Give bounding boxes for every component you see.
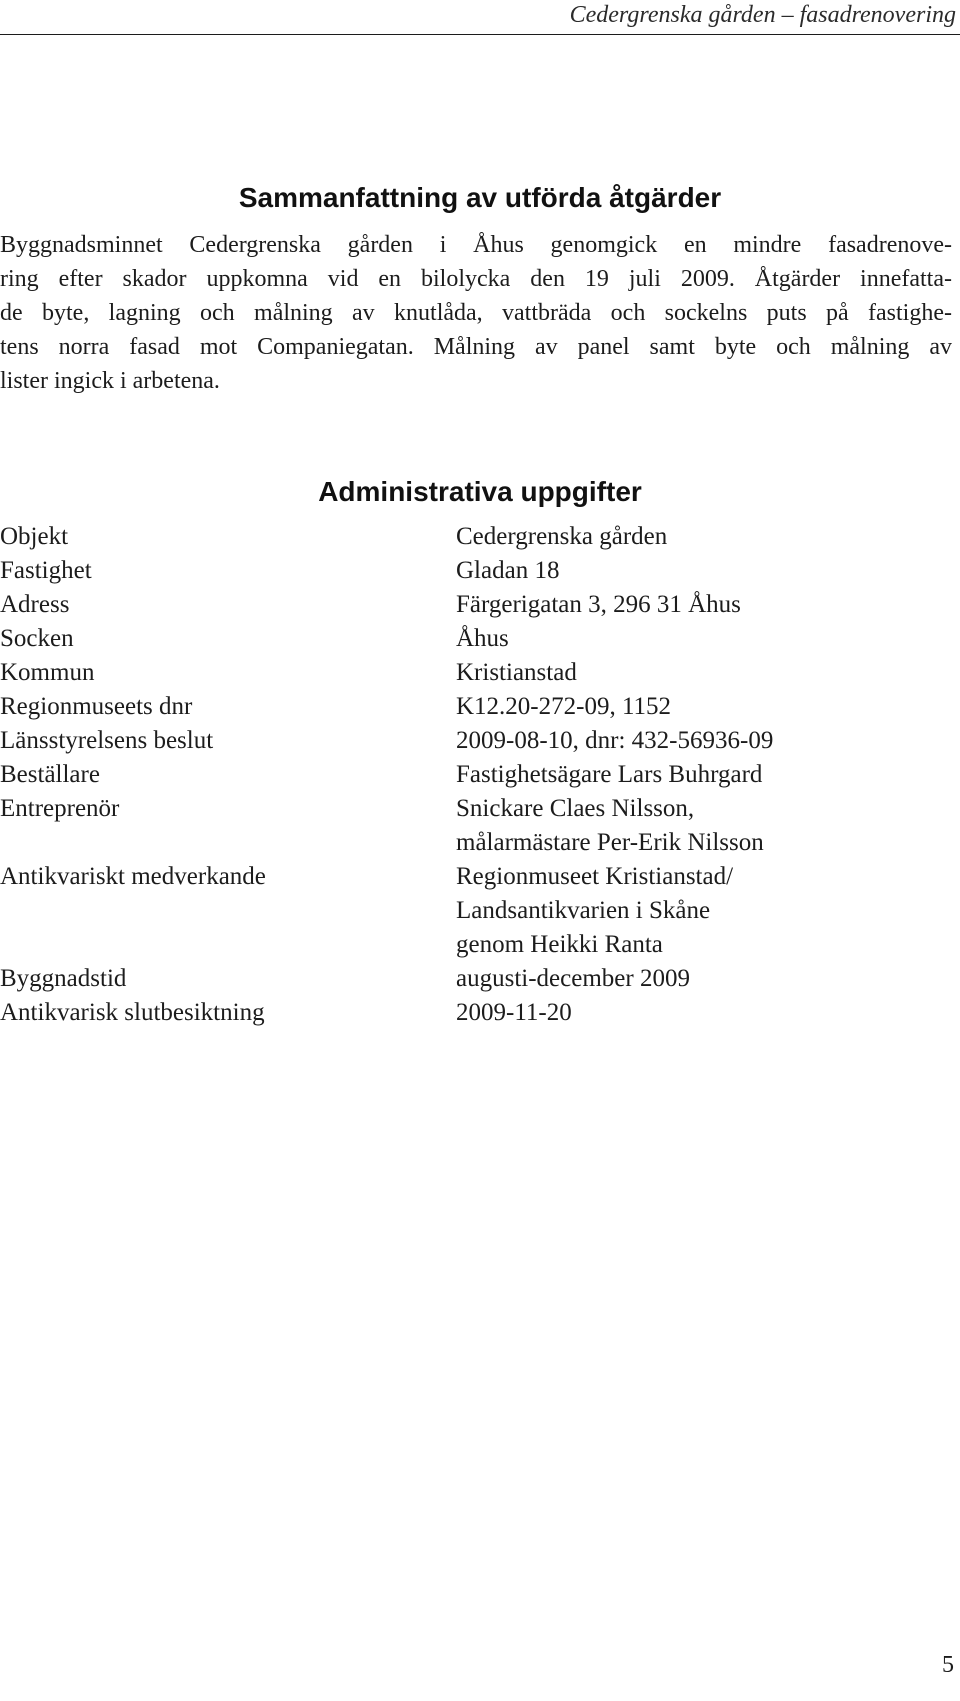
- admin-value-line: K12.20-272-09, 1152: [456, 693, 672, 720]
- admin-row-adress: [0, 588, 960, 622]
- admin-value-line: augusti-december 2009: [456, 965, 690, 992]
- admin-value: [456, 622, 960, 656]
- page-number: 5: [942, 1652, 954, 1678]
- admin-value: [456, 656, 960, 690]
- admin-label: Adress: [0, 591, 70, 618]
- admin-row-entreprenor: [0, 792, 960, 860]
- admin-value: [456, 588, 960, 622]
- admin-label: Antikvarisk slutbesiktning: [0, 999, 265, 1026]
- summary-line: Byggnadsminnet Cedergrenska gården i Åhus genomgick en mindre fasadrenove-: [0, 232, 952, 258]
- admin-list: [0, 520, 960, 1030]
- admin-label: Regionmuseets dnr: [0, 693, 193, 720]
- admin-value-line: Gladan 18: [456, 557, 560, 584]
- admin-value-line: Landsantikvarien i Skåne: [456, 897, 711, 924]
- admin-value-line: Cedergrenska gården: [456, 523, 668, 550]
- admin-value: [456, 520, 960, 554]
- summary-paragraph: [0, 228, 952, 398]
- summary-title: Sammanfattning av utförda åtgärder: [238, 182, 722, 213]
- summary-line: tens norra fasad mot Companiegatan. Målning av panel samt byte och målning av: [0, 334, 952, 360]
- admin-value-line: Regionmuseet Kristianstad/: [456, 863, 734, 890]
- admin-value: [456, 724, 960, 758]
- admin-title: Administrativa uppgifter: [318, 476, 642, 507]
- running-header: Cedergrenska gården – fasadrenovering: [569, 2, 956, 28]
- admin-label: Länsstyrelsens beslut: [0, 727, 214, 754]
- admin-value: [456, 792, 960, 860]
- admin-value-line: 2009-11-20: [456, 999, 572, 1026]
- admin-value: [456, 690, 960, 724]
- admin-label: Kommun: [0, 659, 95, 686]
- admin-value-line: Kristianstad: [456, 659, 577, 686]
- admin-label: Socken: [0, 625, 74, 652]
- admin-label: Beställare: [0, 761, 100, 788]
- admin-row-antikvariskt-medverkande: [0, 860, 960, 962]
- admin-row-socken: [0, 622, 960, 656]
- admin-value: [456, 758, 960, 792]
- admin-label: Byggnadstid: [0, 965, 127, 992]
- admin-row-kommun: [0, 656, 960, 690]
- admin-value: [456, 554, 960, 588]
- summary-line: de byte, lagning och målning av knutlåda, vattbräda och sockelns puts på fastighe-: [0, 300, 952, 326]
- admin-row-antikvarisk-slutbesiktning: [0, 996, 960, 1030]
- admin-value-line: genom Heikki Ranta: [456, 931, 663, 958]
- admin-value: [456, 962, 960, 996]
- admin-value-line: Åhus: [456, 625, 509, 652]
- header-rule: [0, 34, 960, 35]
- admin-value-line: Fastighetsägare Lars Buhrgard: [456, 761, 763, 788]
- admin-row-fastighet: [0, 554, 960, 588]
- admin-value: [456, 996, 960, 1030]
- admin-label: Objekt: [0, 523, 69, 550]
- summary-line: ring efter skador uppkomna vid en bilolycka den 19 juli 2009. Åtgärder innefatta-: [0, 266, 952, 292]
- admin-row-objekt: [0, 520, 960, 554]
- admin-row-lansstyrelsens-beslut: [0, 724, 960, 758]
- admin-label: Antikvariskt medverkande: [0, 863, 266, 890]
- admin-value-line: Snickare Claes Nilsson,: [456, 795, 695, 822]
- admin-value-line: 2009-08-10, dnr: 432-56936-09: [456, 727, 774, 754]
- admin-value-line: målarmästare Per-Erik Nilsson: [456, 829, 764, 856]
- admin-row-byggnadstid: [0, 962, 960, 996]
- admin-label: Fastighet: [0, 557, 92, 584]
- admin-row-regionmuseets-dnr: [0, 690, 960, 724]
- summary-line: lister ingick i arbetena.: [0, 368, 220, 394]
- admin-row-bestallare: [0, 758, 960, 792]
- admin-value-line: Färgerigatan 3, 296 31 Åhus: [456, 591, 741, 618]
- admin-value: [456, 860, 960, 962]
- admin-label: Entreprenör: [0, 795, 120, 822]
